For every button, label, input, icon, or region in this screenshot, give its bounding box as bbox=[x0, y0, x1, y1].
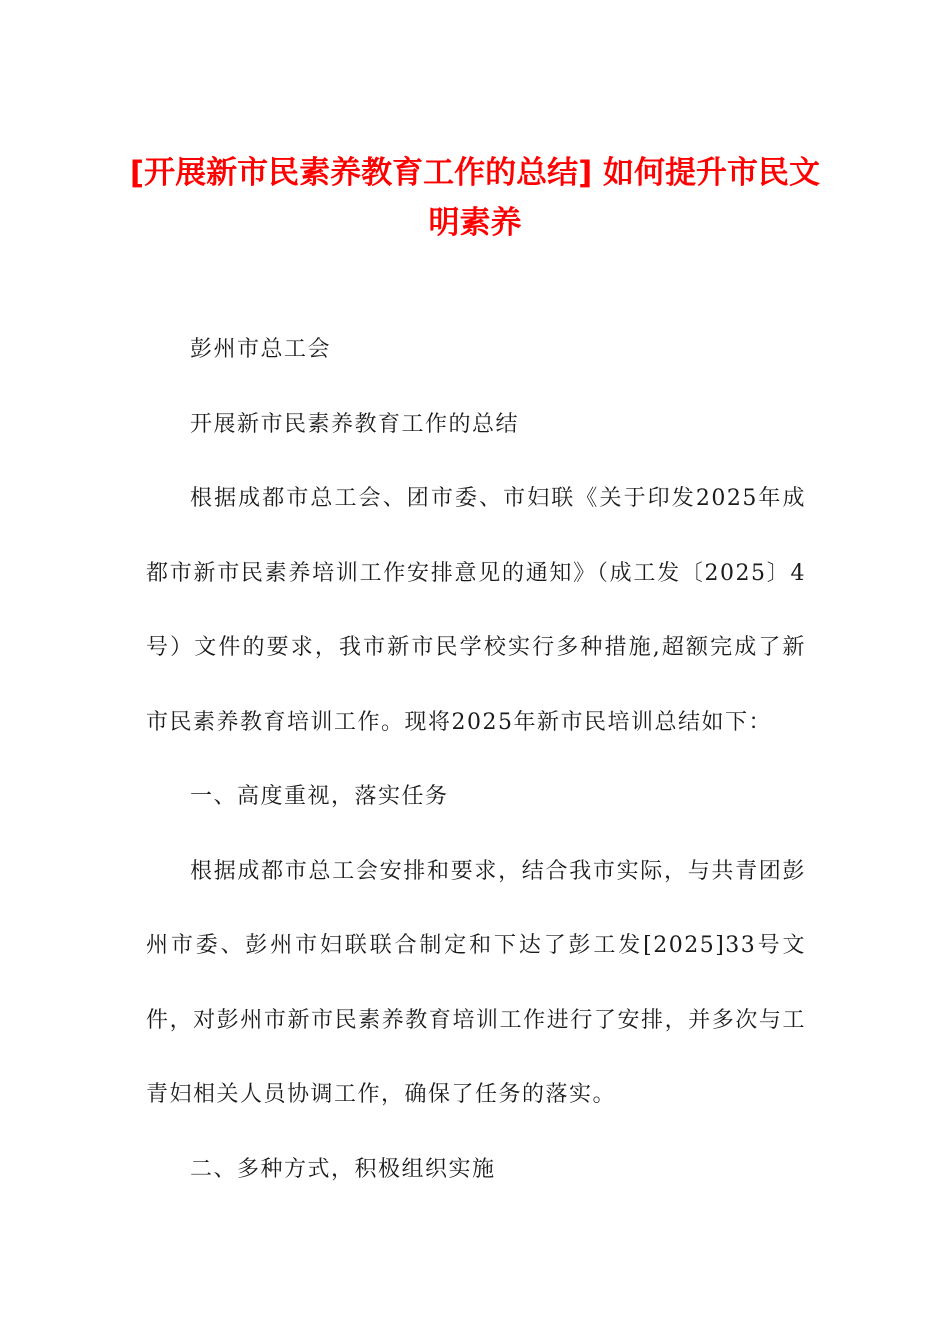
paragraph-organization: 彭州市总工会 bbox=[190, 337, 332, 362]
paragraph-subtitle: 开展新市民素养教育工作的总结 bbox=[190, 411, 520, 437]
paragraph-intro: 根据成都市总工会、团市委、市妇联《关于印发2025年成都市新市民素养培训工作安排意见的通知》（成工发〔2025〕4号）文件的要求，我市新市民学校实行多种措施,超额完成了新市民素养教育培训工作。现将2025年新市民培训总结如下： bbox=[146, 486, 806, 735]
paragraph-section-1: 根据成都市总工会安排和要求，结合我市实际，与共青团彭州市委、彭州市妇联联合制定和下达了彭工发[2025]33号文件，对彭州市新市民素养教育培训工作进行了安排，并多次与工青妇相关人员协调工作，确保了任务的落实。 bbox=[146, 858, 806, 1107]
document-title: [开展新市民素养教育工作的总结] 如何提升市民文明素养 bbox=[129, 155, 821, 241]
section-heading-1: 一、高度重视，落实任务 bbox=[190, 784, 449, 809]
section-heading-2: 二、多种方式，积极组织实施 bbox=[190, 1156, 496, 1182]
document-body bbox=[146, 313, 806, 1207]
